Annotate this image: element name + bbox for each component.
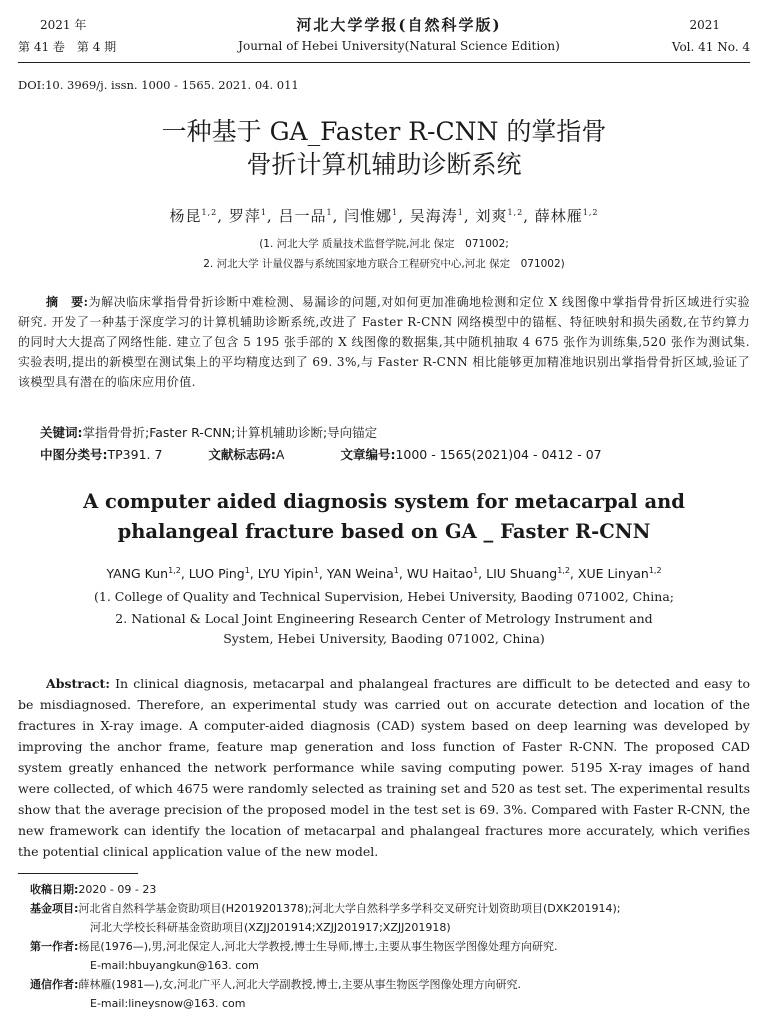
author-en: XUE Linyan$^{1,2}$ xyxy=(577,566,662,582)
affiliation-en-1: (1. College of Quality and Technical Supervision, Hebei University, Baoding 071002, China; xyxy=(94,589,674,604)
clc-label: 中图分类号: xyxy=(40,447,108,462)
title-cn-line2: 骨折计算机辅助诊断系统 xyxy=(246,150,522,179)
author-cn: 闫惟娜$^1$ xyxy=(344,207,399,225)
author-cn: 刘爽$^{1,2}$ xyxy=(475,207,524,225)
header-volume-en: Vol. 41 No. 4 xyxy=(671,40,750,54)
running-header xyxy=(18,14,750,64)
abstract-en-text: In clinical diagnosis, metacarpal and phalangeal fractures are difficult to be detected and easy to be misdiagnosed. Therefore, an experimental study was carried out on accurate detection and location of the fractures in X-ray image. A computer-aided diagnosis (CAD) system based on deep learning was developed by improving the anchor frame, feature map generation and loss function of Faster R-CNN. The proposed CAD system greatly enhanced the network performance while saving computing power. 5195 X-ray images of hand were collected, of which 4675 were randomly selected as training set and 520 as test set. The experimental results show that the average precision of the proposed model in the test set is 69. 3%. Compared with Faster R-CNN, the new framework can identify the location of metacarpal and phalangeal fractures more accurately, which verifies the potential clinical application value of the new model. xyxy=(18,676,750,859)
affiliation-cn-1: (1. 河北大学 质量技术监督学院,河北 保定 071002; xyxy=(259,238,509,250)
author-en: LIU Shuang$^{1,2}$ xyxy=(486,566,570,582)
clc-value: TP391. 7 xyxy=(107,447,163,462)
author-cn: 吕一品$^1$ xyxy=(278,207,333,225)
abstract-en-label: Abstract: xyxy=(46,676,110,691)
title-en-line2: phalangeal fracture based on GA _ Faster R-CNN xyxy=(117,520,651,543)
footnotes xyxy=(30,880,752,1013)
author-en: YAN Weina$^1$ xyxy=(326,566,399,582)
journal-title-cn: 河北大学学报(自然科学版) xyxy=(296,16,502,34)
affiliation-en-3: System, Hebei University, Baoding 071002, China) xyxy=(223,631,545,646)
journal-title-en: Journal of Hebei University(Natural Science Edition) xyxy=(238,39,560,53)
author-en: WU Haitao$^1$ xyxy=(406,566,479,582)
author-cn: 杨昆$^{1,2}$ xyxy=(169,207,218,225)
paper-title-cn xyxy=(0,115,768,181)
keywords-cn xyxy=(40,423,377,441)
footnote-received: 收稿日期:2020 - 09 - 23 xyxy=(30,883,157,896)
footnote-fund: 基金项目:河北省自然科学基金资助项目(H2019201378);河北大学自然科学多学科交叉研究计划资助项目(DXK201914); xyxy=(30,902,621,915)
paper-title-en xyxy=(0,487,768,547)
footnote-corresponding-email: E-mail:lineysnow@163. com xyxy=(90,997,246,1010)
article-no-label: 文章编号: xyxy=(340,447,396,462)
header-center xyxy=(208,14,590,56)
doc-code-value: A xyxy=(275,447,285,462)
author-en: YANG Kun$^{1,2}$ xyxy=(106,566,181,582)
keywords-cn-label: 关键词: xyxy=(40,425,83,440)
author-list-en: YANG Kun$^{1,2}$, LUO Ping$^1$, LYU Yipin$^1$, YAN Weina$^1$, WU Haitao$^1$, LIU Shuang$^{1,2}$, XUE Linyan$^{1,2}$ xyxy=(106,566,662,582)
footnote-rule xyxy=(18,873,138,874)
title-cn-line1: 一种基于 GA_Faster R-CNN 的掌指骨 xyxy=(161,117,607,146)
title-en-line1: A computer aided diagnosis system for metacarpal and xyxy=(83,490,685,513)
abstract-cn-label: 摘 要: xyxy=(46,295,89,309)
header-year-cn: 2021 年 xyxy=(40,18,87,32)
keywords-cn-text: 掌指骨骨折;Faster R-CNN;计算机辅助诊断;导向锚定 xyxy=(82,425,378,440)
affiliation-en-2: 2. National & Local Joint Engineering Research Center of Metrology Instrument and xyxy=(115,611,653,626)
header-rule xyxy=(18,62,750,63)
author-cn: 吴海涛$^1$ xyxy=(409,207,464,225)
header-left xyxy=(18,14,116,58)
doc-code-label: 文献标志码: xyxy=(208,447,276,462)
article-no-value: 1000 - 1565(2021)04 - 0412 - 07 xyxy=(395,447,602,462)
author-cn: 薛林雁$^{1,2}$ xyxy=(534,207,599,225)
classification-line xyxy=(40,445,602,463)
footnote-fund-cont: 河北大学校长科研基金资助项目(XZJJ201914;XZJJ201917;XZJJ201918) xyxy=(90,921,451,934)
footnote-first-author: 第一作者:杨昆(1976—),男,河北保定人,河北大学教授,博士生导师,博士,主要从事生物医学图像处理方向研究. xyxy=(30,940,558,953)
author-cn: 罗萍$^1$ xyxy=(228,207,267,225)
header-right xyxy=(672,14,750,58)
abstract-en xyxy=(18,673,750,862)
abstract-cn-text: 为解决临床掌指骨骨折诊断中难检测、易漏诊的问题,对如何更加准确地检测和定位 X 线图像中掌指骨骨折区域进行实验研究. 开发了一种基于深度学习的计算机辅助诊断系统,改进了 Faster R-CNN 网络模型中的锚框、特征映射和损失函数,在节约算力的同时大大提高了网络性能. 建立了包含 5 195 张手部的 X 线图像的数据集,其中随机抽取 4 675 张作为训练集,520 张作为测试集. 实验表明,提出的新模型在测试集上的平均精度达到了 69. 3%,与 Faster R-CNN 相比能够更加精准地识别出掌指骨骨折区域,验证了该模型具有潜在的临床应用价值. xyxy=(18,295,750,389)
footnote-first-email: E-mail:hbuyangkun@163. com xyxy=(90,959,259,972)
author-list-cn: 杨昆$^{1,2}$, 罗萍$^1$, 吕一品$^1$, 闫惟娜$^1$, 吴海涛$^1$, 刘爽$^{1,2}$, 薛林雁$^{1,2}$ xyxy=(169,207,599,225)
header-year: 2021 xyxy=(689,18,720,32)
header-volume-cn: 第 41 卷 第 4 期 xyxy=(18,40,117,54)
doi: DOI:10. 3969/j. issn. 1000 - 1565. 2021. 04. 011 xyxy=(18,78,299,92)
affiliation-cn-2: 2. 河北大学 计量仪器与系统国家地方联合工程研究中心,河北 保定 071002) xyxy=(203,258,565,270)
author-en: LYU Yipin$^1$ xyxy=(257,566,319,582)
author-en: LUO Ping$^1$ xyxy=(188,566,250,582)
abstract-cn xyxy=(18,292,750,392)
footnote-corresponding-author: 通信作者:薛林雁(1981—),女,河北广平人,河北大学副教授,博士,主要从事生物医学图像处理方向研究. xyxy=(30,978,521,991)
